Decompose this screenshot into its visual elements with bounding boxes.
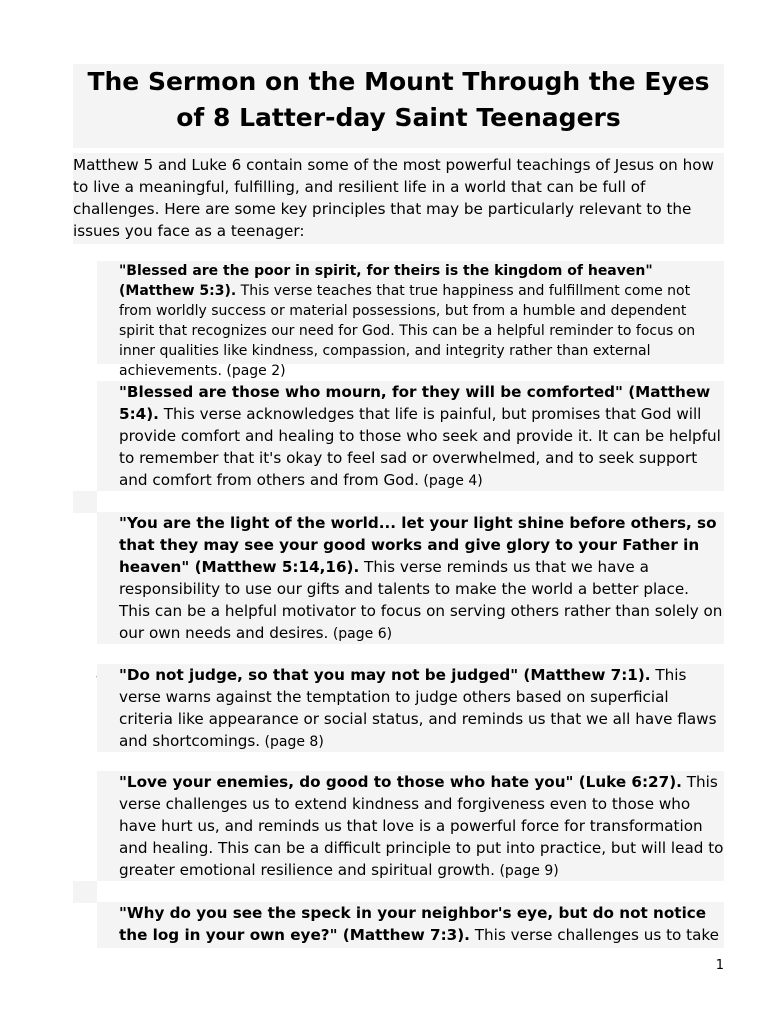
list-item-body [97, 664, 724, 752]
list-item-body [97, 512, 724, 644]
list-item-page-ref: (page 8) [260, 734, 324, 750]
document-title [73, 64, 724, 148]
shade-strip [73, 881, 97, 903]
list-item [73, 512, 724, 644]
list-item-quote: "Why do you see the speck in your neighbor's eye, but do not notice the log in your own eye?" (Matthew 7:3). [119, 904, 707, 944]
title-line-1: The Sermon on the Mount Through the Eyes [87, 67, 710, 96]
list-item-body [97, 381, 724, 491]
list-item-quote: "Love your enemies, do good to those who hate you" (Luke 6:27). [119, 773, 682, 791]
list-item-quote: "Do not judge, so that you may not be judged" (Matthew 7:1). [119, 666, 651, 684]
list-item-body [97, 261, 724, 379]
list-item [73, 381, 724, 491]
list-item-page-ref: (page 2) [221, 363, 286, 379]
intro-paragraph: Matthew 5 and Luke 6 contain some of the most powerful teachings of Jesus on how to live a meaningful, fulfilling, and resilient life in a world that can be full of challenges. Here are some key principles that may be particularly relevant to the issues you face as a teenager: [73, 153, 724, 244]
list-item-text: This verse challenges us to extend kindness and forgiveness even to those who have hurt us, and reminds us that love is a powerful force for transformation and healing. This can be a difficult principle to put into practice, but will lead to greater emotional resilience and spiritual growth. [119, 773, 724, 879]
list-item [73, 261, 724, 379]
list-item [73, 664, 724, 752]
list-item-quote: "Blessed are the poor in spirit, for theirs is the kingdom of heaven" (Matthew 5:3). [119, 263, 653, 299]
list-item-body [97, 771, 724, 881]
list-item-page-ref: (page 9) [495, 863, 559, 879]
list-item-text: This verse reminds us that we have a responsibility to use our gifts and talents to make the world a better place. This can be a helpful motivator to focus on serving others rather than solely on our own needs and desires. [119, 558, 723, 642]
list-item [73, 902, 724, 948]
list-item-quote: "You are the light of the world... let your light shine before others, so that they may see your good works and give glory to your Father in heaven" (Matthew 5:14,16). [119, 514, 717, 576]
list-item-quote: "Blessed are those who mourn, for they will be comforted" (Matthew 5:4). [119, 383, 711, 423]
list-item [73, 771, 724, 881]
list-item-text: This verse teaches that true happiness and fulfillment come not from worldly success or material possessions, but from a humble and dependent spirit that recognizes our need for God. This can be a helpful reminder to focus on inner qualities like kindness, compassion, and integrity rather than external achievements. [119, 283, 696, 379]
list-item-text: This verse acknowledges that life is painful, but promises that God will provide comfort and healing to those who seek and provide it. It can be helpful to remember that it's okay to feel sad or overwhelmed, and to seek support and comfort from others and from God. [119, 405, 721, 489]
list-item-text: This verse warns against the temptation to judge others based on superficial criteria like appearance or social status, and reminds us that we all have flaws and shortcomings. [119, 666, 717, 750]
list-item-page-ref: (page 6) [328, 626, 393, 642]
shade-strip [73, 491, 97, 513]
list-item-text: This verse challenges us to take [469, 926, 720, 944]
list-item-body [97, 902, 724, 948]
title-line-2: of 8 Latter-day Saint Teenagers [176, 103, 621, 132]
list-item-page-ref: (page 4) [418, 473, 483, 489]
page-number: 1 [715, 958, 724, 973]
